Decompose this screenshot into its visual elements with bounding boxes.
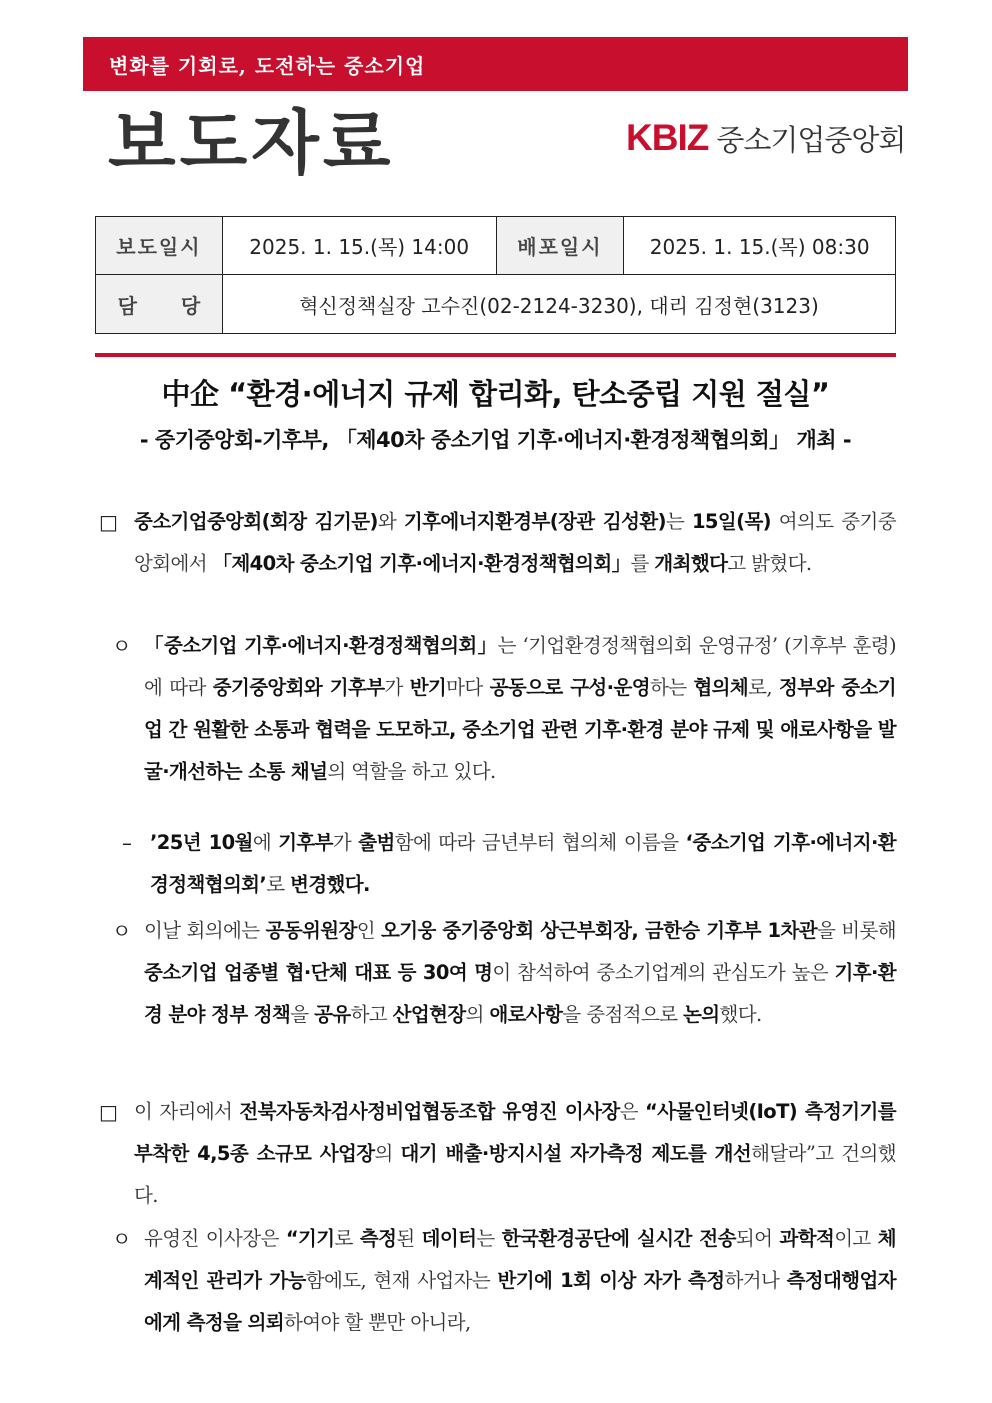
subheadline: - 중기중앙회-기후부, 「제40차 중소기업 기후·에너지·환경정책협의회」 개최 -	[139, 428, 852, 452]
body-text: 는	[476, 1227, 502, 1250]
release-date-label: 배포일시	[496, 217, 624, 275]
circle-bullet: ㅇ	[112, 634, 132, 658]
emphasis-text: 과학적	[779, 1227, 835, 1250]
body-text: 이 자리에서	[134, 1100, 240, 1123]
emphasis-text: “기기	[285, 1227, 335, 1250]
page-title: 보도자료	[108, 102, 395, 184]
body-text: 하는	[649, 676, 694, 699]
emphasis-text: 공유	[314, 1003, 351, 1026]
emphasis-text: ‘중소기업 기후·에너지·환경정책협의회’	[150, 831, 897, 896]
emphasis-text: 공동위원장	[265, 919, 357, 942]
slogan-banner	[83, 37, 908, 91]
emphasis-text: 기후에너지환경부(장관 김성환)	[403, 510, 666, 533]
body-text: 에	[252, 831, 279, 854]
body-text: 을 비롯해	[817, 919, 897, 942]
emphasis-text: 중소기업 업종별 협·단체 대표 등 30여 명	[144, 961, 493, 984]
emphasis-text: 「중소기업 기후·에너지·환경정책협의회」	[144, 634, 498, 657]
paragraph-3	[150, 822, 896, 906]
paragraph-4	[144, 910, 896, 1036]
emphasis-text: 대기 배출·방지시설 자가측정 제도를 개선	[400, 1142, 752, 1165]
release-info-table	[95, 216, 896, 334]
report-date-value: 2025. 1. 15.(목) 14:00	[222, 217, 496, 275]
body-text: 고 밝혔다.	[727, 552, 812, 575]
square-bullet: □	[99, 1100, 118, 1124]
body-text: 의 역할을 하고 있다.	[327, 760, 496, 783]
body-text: 을	[290, 1003, 315, 1026]
body-text: 을 중점적으로	[562, 1003, 684, 1026]
body-text: 이날 회의에는	[144, 919, 266, 942]
body-text: 인	[356, 919, 382, 942]
body-text: 은	[619, 1100, 645, 1123]
body-text: 하여야 할 뿐만 아니라,	[284, 1311, 471, 1334]
emphasis-text: 15일(목)	[691, 510, 771, 533]
emphasis-text: 측정	[359, 1227, 397, 1250]
table-row	[96, 217, 896, 275]
body-text: 로	[334, 1227, 360, 1250]
body-text: 여의도 중기중앙회에서	[134, 510, 896, 575]
emphasis-text: 개최했다	[654, 552, 728, 575]
contact-label-char-2: 당	[180, 293, 201, 318]
emphasis-text: 측정대행업자에게 측정을 의뢰	[144, 1269, 896, 1334]
emphasis-text: 기후·환경 분야 정부 정책	[144, 961, 896, 1026]
body-text: 하고	[350, 1003, 393, 1026]
emphasis-text: 출범	[358, 831, 395, 854]
emphasis-text: 중소기업중앙회(회장 김기문)	[134, 510, 378, 533]
emphasis-text: 반기에 1회 이상 자가 측정	[497, 1269, 725, 1292]
body-text: 하거나	[724, 1269, 787, 1292]
emphasis-text: 논의	[683, 1003, 720, 1026]
paragraph-2	[144, 625, 896, 793]
emphasis-text: 「제40차 중소기업 기후·에너지·환경정책협의회」	[212, 552, 631, 575]
emphasis-text: 정부와 중소기업 간 원활한 소통과 협력을 도모하고, 중소기업 관련 기후·환경 분야 규제 및 애로사항을 발굴·개선하는 소통 채널	[144, 676, 897, 783]
body-text: 는	[665, 510, 692, 533]
emphasis-text: 한국환경공단에 실시간 전송	[501, 1227, 736, 1250]
emphasis-text: 데이터	[421, 1227, 477, 1250]
headline: 中企 “환경·에너지 규제 합리화, 탄소중립 지원 절실”	[161, 377, 830, 411]
emphasis-text: ’25년 10월	[150, 831, 253, 854]
body-text: 는 ‘기업환경정책협의회 운영규정’ (기후부 훈령)에 따라	[144, 634, 896, 699]
table-row	[96, 275, 896, 334]
paragraph-6	[144, 1218, 896, 1344]
emphasis-text: 반기	[409, 676, 447, 699]
emphasis-text: 공동으로 구성·운영	[489, 676, 650, 699]
body-text: 의	[465, 1003, 490, 1026]
body-text: 마다	[446, 676, 490, 699]
emphasis-text: 체계적인 관리가 가능	[144, 1227, 896, 1292]
paragraph-1	[134, 501, 896, 585]
circle-bullet: ㅇ	[112, 919, 132, 943]
contact-value: 혁신정책실장 고수진(02-2124-3230), 대리 김정현(3123)	[222, 275, 895, 334]
contact-label-char-1: 담	[117, 293, 137, 318]
body-text: 의	[374, 1142, 401, 1165]
body-text: 했다.	[719, 1003, 762, 1026]
emphasis-text: 기후부	[278, 831, 333, 854]
body-text: 된	[396, 1227, 422, 1250]
contact-label	[96, 275, 223, 334]
body-text: 해달라”고 건의했다.	[134, 1142, 896, 1207]
circle-bullet: ㅇ	[112, 1227, 132, 1251]
body-text: 함에도, 현재 사업자는	[305, 1269, 498, 1292]
body-text: 로	[266, 873, 291, 896]
square-bullet: □	[99, 510, 118, 534]
emphasis-text: 중기중앙회와 기후부	[212, 676, 385, 699]
emphasis-text: 오기웅 중기중앙회 상근부회장, 금한승 기후부 1차관	[381, 919, 817, 942]
divider-rule	[95, 353, 896, 357]
body-text: 이고	[834, 1227, 878, 1250]
logo-org-name: 중소기업중앙회	[716, 122, 906, 157]
body-text: 함에 따라 금년부터 협의체 이름을	[394, 831, 686, 854]
release-date-value: 2025. 1. 15.(목) 08:30	[624, 217, 896, 275]
kbiz-logo	[626, 118, 905, 158]
emphasis-text: 협의체	[693, 676, 749, 699]
body-text: 와	[377, 510, 404, 533]
body-text: 되어	[735, 1227, 780, 1250]
body-text: 유영진 이사장은	[144, 1227, 286, 1250]
emphasis-text: 산업현장	[392, 1003, 466, 1026]
dash-bullet: –	[122, 831, 132, 855]
body-text: 이 참석하여 중소기업계의 관심도가 높은	[492, 961, 835, 984]
body-text: 를	[630, 552, 655, 575]
emphasis-text: 전북자동차검사정비업협동조합 유영진 이사장	[239, 1100, 620, 1123]
report-date-label: 보도일시	[96, 217, 223, 275]
emphasis-text: “사물인터넷(IoT) 측정기기를 부착한 4,5종 소규모 사업장	[134, 1100, 897, 1165]
logo-mark: KBIZ	[626, 117, 709, 158]
emphasis-text: 애로사항	[489, 1003, 563, 1026]
body-text: 로,	[748, 676, 779, 699]
emphasis-text: 변경했다.	[290, 873, 370, 896]
slogan-text: 변화를 기회로, 도전하는 중소기업	[109, 54, 426, 78]
body-text: 가	[332, 831, 359, 854]
body-text: 가	[384, 676, 410, 699]
paragraph-5	[134, 1091, 896, 1217]
